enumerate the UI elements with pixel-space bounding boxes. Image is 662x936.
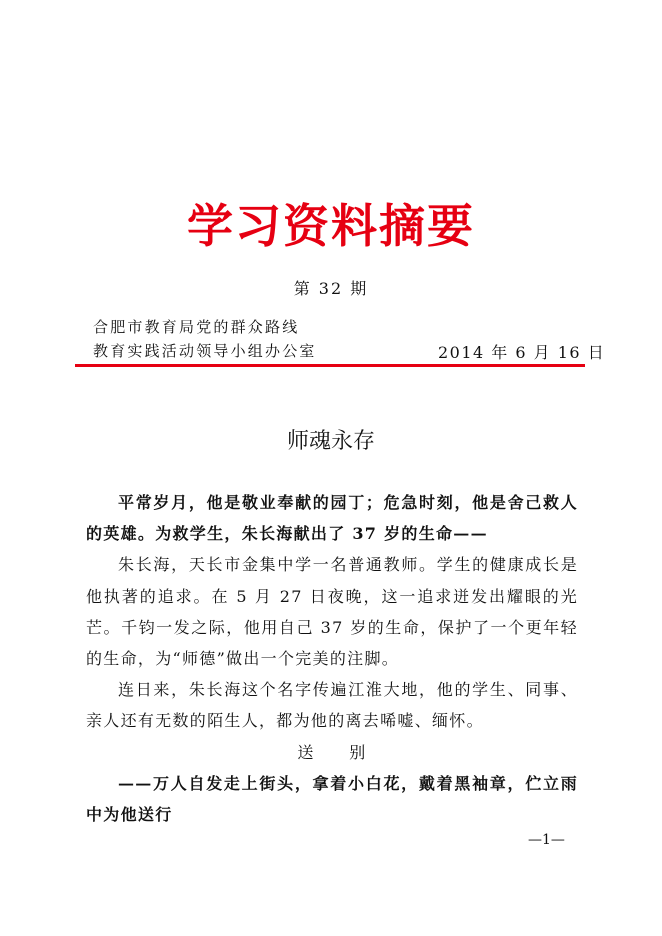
- article-body: [86, 487, 578, 830]
- article-heading: 师魂永存: [286, 429, 375, 454]
- body-paragraph: 连日来，朱长海这个名字传遍江淮大地，他的学生、同事、亲人还有无数的陌生人，都为他的离去唏嘘、缅怀。: [86, 680, 578, 731]
- issue-number: 第 32 期: [293, 279, 369, 298]
- issuer-line-1: 合肥市教育局党的群众路线: [93, 318, 300, 336]
- red-divider: [75, 364, 585, 367]
- section-title: 送 别: [297, 742, 367, 762]
- issue-date: 2014 年 6 月 16 日: [438, 343, 606, 362]
- masthead-title: 学习资料摘要: [187, 199, 475, 253]
- page-number: —1—: [528, 832, 565, 848]
- issuer-line-2: 教育实践活动领导小组办公室: [93, 342, 317, 360]
- section-lead: ——万人自发走上街头，拿着小白花，戴着黑袖章，伫立雨中为他送行: [86, 773, 578, 825]
- body-paragraph: 朱长海，天长市金集中学一名普通教师。学生的健康成长是他执著的追求。在 5 月 27 日夜晚，这一追求迸发出耀眼的光芒。千钧一发之际，他用自己 37 岁的生命，保护了一个更年轻的生命，为“师德”做出一个完美的注脚。: [86, 555, 578, 669]
- lead-paragraph: 平常岁月，他是敬业奉献的园丁；危急时刻，他是舍己救人的英雄。为救学生，朱长海献出了 37 岁的生命——: [86, 493, 578, 544]
